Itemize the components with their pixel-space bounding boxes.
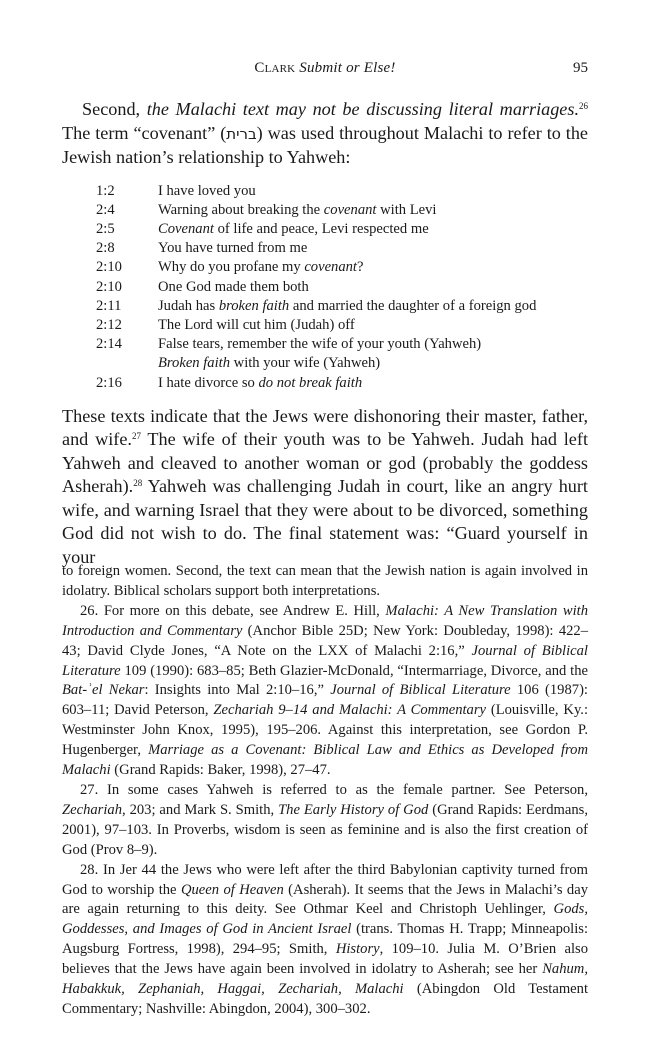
footnote-28: 28. In Jer 44 the Jews who were left after the third Babylonian captivity turned from God to worship the Queen of Heaven (Asherah). It seems that the Jews in Malachi’s day are again returning to this deity. See Othmar Keel and Christoph Uehlinger, Gods, Goddesses, and Images of God in Ancient Israel (trans. Thomas H. Trapp; Minneapolis: Augsburg Fortress, 1998), 294–95; Smith, History, 109–10. Julia M. O’Brien also believes that the Jews have again been involved in idolatry to Asherah; see her Nahum, Habakkuk, Zephaniah, Haggai, Zechariah, Malachi (Abingdon Old Testament Commentary; Nashville: Abingdon, 2004), 300–302. — [62, 861, 589, 1017]
hebrew-word: ברית — [226, 124, 257, 143]
verse-ref: 1:2 — [96, 182, 115, 199]
verse-ref: 2:5 — [96, 220, 115, 237]
verse-ref: 2:12 — [96, 316, 122, 333]
verse-ref: 2:4 — [96, 201, 115, 218]
emphasis-text: the Malachi text may not be discussing literal marriages. — [146, 99, 580, 119]
verse-ref: 2:11 — [96, 297, 122, 314]
verse-row — [96, 316, 588, 335]
footnote-ref-26: 26 — [579, 101, 589, 111]
verse-row — [96, 220, 588, 239]
text-run: Yahweh was challenging Judah in court, like an angry hurt wife, and warning Israel that they were about to be divorced, something God did not wish to do. The final statement was: “Guard yourself in your — [62, 476, 588, 567]
verse-ref: 2:8 — [96, 240, 115, 257]
verse-row — [96, 354, 588, 373]
text-run: ) was used throughout Malachi to refer to the Jewish nation’s relationship to Yahweh: — [62, 122, 589, 167]
verse-row — [96, 182, 588, 201]
verse-row — [96, 297, 588, 316]
verse-row — [96, 374, 588, 393]
footnotes — [62, 562, 588, 1020]
verse-row — [96, 278, 588, 297]
text-run: The term “covenant” ( — [62, 122, 227, 143]
verse-row — [96, 335, 588, 354]
verse-row — [96, 201, 588, 220]
footnote-continuation: to foreign women. Second, the text can mean that the Jewish nation is again involved in idolatry. Biblical scholars support both interpretations. — [62, 563, 588, 599]
footnote-ref-27: 27 — [131, 431, 141, 442]
footnote-ref-28: 28 — [133, 478, 143, 489]
verse-text: One God made them both — [158, 278, 309, 295]
verse-text: I hate divorce so do not break faith — [158, 374, 363, 391]
running-head-author: Clark — [254, 60, 296, 76]
verse-row — [96, 239, 588, 258]
verse-text: Judah has broken faith and married the daughter of a foreign god — [158, 297, 537, 314]
verse-text: Warning about breaking the covenant with Levi — [158, 201, 437, 218]
running-head-title: Submit or Else! — [299, 60, 396, 76]
verse-ref: 2:10 — [96, 278, 122, 295]
verse-row — [96, 258, 588, 277]
footnote-26: 26. For more on this debate, see Andrew E. Hill, Malachi: A New Translation with Introduction and Commentary (Anchor Bible 25D; New York: Doubleday, 1998): 422–43; David Clyde Jones, “A Note on the LXX of Malachi 2:16,” Journal of Biblical Literature 109 (1990): 683–85; Beth Glazier-McDonald, “Intermarriage, Divorce, and the Bat-ʾel Nekar: Insights into Mal 2:10–16,” Journal of Biblical Literature 106 (1987): 603–11; David Peterson, Zechariah 9–14 and Malachi: A Commentary (Louisville, Ky.: Westminster John Knox, 1995), 195–206. Against this interpretation, see Gordon P. Hugenberger, Marriage as a Covenant: Biblical Law and Ethics as Developed from Malachi (Grand Rapids: Baker, 1998), 27–47. — [62, 602, 589, 779]
verse-text: I have loved you — [158, 182, 256, 199]
text-run: The wife of their youth was to be Yahweh. Judah had left Yahweh and cleaved to another woman or god (probably the goddess Asherah). — [62, 429, 588, 497]
paragraph-intro — [62, 98, 588, 170]
main-text — [62, 98, 588, 569]
verse-ref: 2:10 — [96, 259, 122, 276]
page-header — [62, 60, 588, 80]
verse-ref — [96, 354, 158, 373]
verse-text: The Lord will cut him (Judah) off — [158, 316, 355, 333]
verse-text: Covenant of life and peace, Levi respected me — [158, 220, 429, 237]
footnote-27: 27. In some cases Yahweh is referred to as the female partner. See Peterson, Zechariah, 203; and Mark S. Smith, The Early History of God (Grand Rapids: Eerdmans, 2001), 97–103. In Proverbs, wisdom is seen as feminine and is also the first creation of God (Prov 8–9). — [62, 781, 588, 858]
text-run: Second, — [82, 99, 147, 119]
page-number: 95 — [573, 60, 588, 76]
verse-ref: 2:14 — [96, 336, 122, 353]
paragraph-analysis — [62, 405, 588, 570]
verse-ref: 2:16 — [96, 374, 122, 391]
text-run: These texts indicate that the Jews were dishonoring their master, father, and wife. — [62, 405, 588, 450]
verse-list — [96, 182, 588, 393]
verse-text: You have turned from me — [158, 240, 308, 257]
verse-text: Broken faith with your wife (Yahweh) — [158, 355, 381, 372]
verse-text: False tears, remember the wife of your youth (Yahweh) — [158, 336, 482, 353]
verse-text: Why do you profane my covenant? — [158, 259, 364, 276]
running-head — [62, 60, 588, 77]
